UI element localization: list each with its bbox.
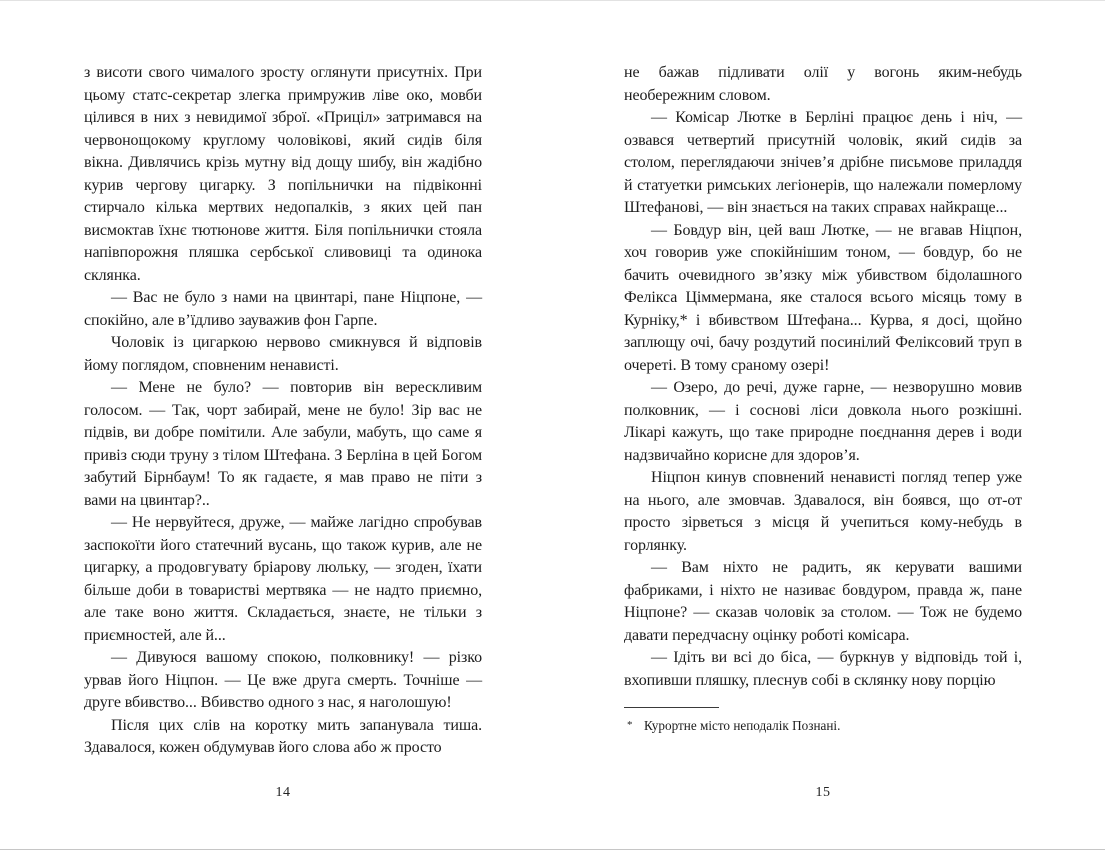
paragraph: Чоловік із цигаркою нервово смикнувся й відповів йому поглядом, сповненим ненависті. [84,334,482,374]
paragraph: — Вам ніхто не радить, як керувати вашими фабриками, і ніхто не називає бовдуром, правда ж, пане Ніцпоне? — сказав чоловік за столом. — Тож не будемо давати передчасну оцінку роботі комісара. [624,559,1022,644]
paragraph: Ніцпон кинув сповнений ненависті погляд тепер уже на нього, але змовчав. Здавалося, він боявся, що от-от просто зірветься з місця й учепиться кому-небудь в горлянку. [624,469,1022,554]
footnote-divider [624,707,719,708]
footnote-line [624,717,1022,734]
footnote-text: Курортне місто неподалік Познані. [644,718,841,733]
paragraph: — Мене не було? — повторив він верескливим голосом. — Так, чорт забирай, мене не було! Зір вас не підвів, ви добре помітили. Але забули, мабуть, що саме я привіз сюди труну з тілом Штефана. З Берліна в цей Богом забутий Бірнбаум! То як гадаєте, я мав право не піти з вами на цвинтар?.. [84,379,482,509]
footnote-marker: * [627,719,633,731]
footnote [624,707,1022,734]
paragraph: — Озеро, до речі, дуже гарне, — незворушно мовив полковник, — і соснові ліси довкола нього розкішні. Лікарі кажуть, що таке природне поєднання дерев і води надзвичайно корисне для здоров’я. [624,379,1022,464]
paragraph: — Вас не було з нами на цвинтарі, пане Ніцпоне, — спокійно, але в’їдливо зауважив фон Гарпе. [84,289,482,329]
page-top-edge [0,0,1105,1]
page-left [84,62,482,760]
paragraph: — Комісар Лютке в Берліні працює день і ніч, — озвався четвертий присутній чоловік, який сидів за столом, переглядаючи знічев’я дрібне письмове приладдя й статуетки римських легіонерів, що належали померлому Штефанові, — він знається на таких справах найкраще... [624,109,1022,216]
paragraph: — Дивуюся вашому спокою, полковнику! — різко урвав його Ніцпон. — Це вже друга смерть. Точніше — друге вбивство... Вбивство одного з нас, я наголошую! [84,649,482,711]
page-number-right: 15 [815,785,831,800]
paragraph: не бажав підливати олії у вогонь яким-небудь необережним словом. [624,64,1022,104]
paragraph: — Не нервуйтеся, друже, — майже лагідно спробував заспокоїти його статечний вусань, що також курив, але не цигарку, а продовгувату бріарову люльку, — згоден, їхати більше доби в товаристві мертвяка — не надто приємно, але таке воно життя. Складається, знаєте, не тільки з приємностей, але й... [84,514,482,644]
paragraph: з висоти свого чималого зросту оглянути присутніх. При цьому статс-секретар злегка примружив ліве око, мовби цілився в них з невидимої зброї. «Приціл» затримався на червонощокому круглому чоловікові, який сидів біля вікна. Дивлячись крізь мутну від дощу шибу, він жадібно курив чергову цигарку. З попільнички на підвіконні стирчало кілька мертвих недопалків, з яких цей пан висмоктав їхнє тютюнове життя. Біля попільнички стояла напівпорожня пляшка сербської сливовиці та одинока склянка. [84,64,482,284]
page-right [624,62,1022,734]
page-number-left: 14 [275,785,291,800]
paragraph: Після цих слів на коротку мить запанувала тиша. Здавалося, кожен обдумував його слова або ж просто [84,716,482,756]
paragraph: — Бовдур він, цей ваш Лютке, — не вгавав Ніцпон, хоч говорив уже спокійнішим тоном, — бовдур, бо не бачить очевидного зв’язку між убивством бідолашного Фелікса Ціммермана, яке сталося всього місяць тому в Курніку,* і вбивством Штефана... Курва, я досі, щойно заплющу очі, бачу роздутий посинілий Феліксовий труп в очереті. В тому сраному озері! [624,221,1022,374]
paragraph: — Ідіть ви всі до біса, — буркнув у відповідь той і, вхопивши пляшку, плеснув собі в склянку нову порцію [624,649,1022,689]
